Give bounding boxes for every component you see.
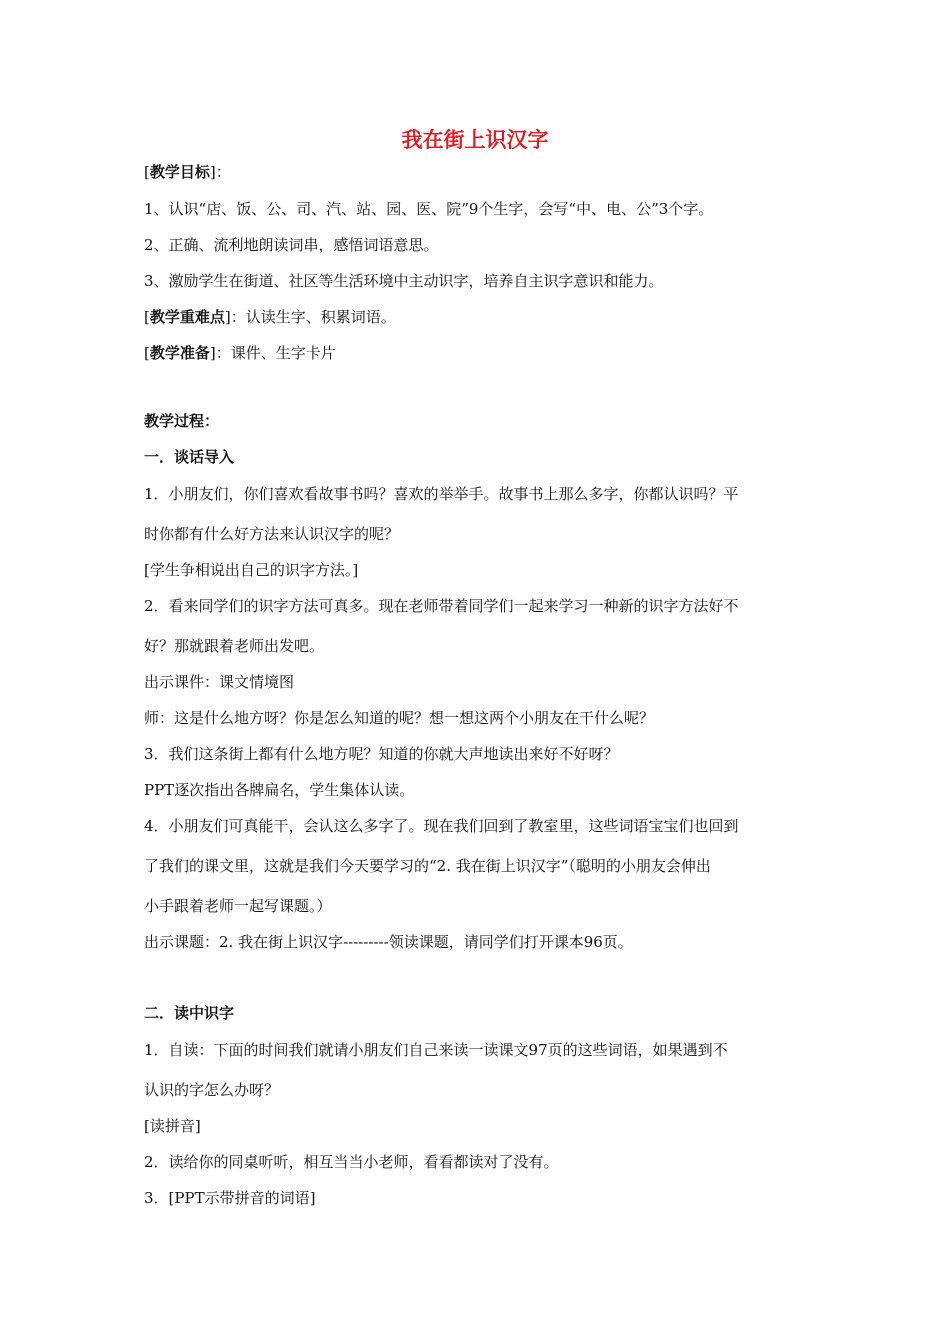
paragraph-line: 出示课件：课文情境图	[144, 673, 295, 691]
bracket-close: ]：	[224, 308, 246, 326]
bracket-open: [	[144, 163, 150, 181]
bracket-open: [	[144, 308, 150, 326]
paragraph-line: 1．自读：下面的时间我们就请小朋友们自己来读一读课文97页的这些词语，如果遇到不	[144, 1041, 728, 1059]
goal-item: 3、激励学生在街道、社区等生活环境中主动识字，培养自主识字意识和能力。	[144, 272, 664, 290]
paragraph-line: 1．小朋友们，你们喜欢看故事书吗？喜欢的举举手。故事书上那么多字，你都认识吗？平	[144, 485, 739, 503]
paragraph-line: 认识的字怎么办呀？	[144, 1081, 280, 1099]
paragraph-line: 出示课题：2. 我在街上识汉字---------领读课题，请同学们打开课本96页。	[144, 933, 633, 951]
preparation-label: 教学准备	[149, 344, 210, 362]
document-title: 我在街上识汉字	[401, 128, 549, 152]
paragraph-line: 小手跟着老师一起写课题。）	[144, 897, 332, 915]
paragraph-line: 好？那就跟着老师出发吧。	[144, 637, 325, 655]
goals-heading	[144, 162, 231, 182]
section-heading: 一．谈话导入	[144, 448, 235, 466]
key-points-label: 教学重难点	[149, 308, 225, 326]
bracket-close: ]：	[209, 344, 231, 362]
paragraph-line: [学生争相说出自己的识字方法。]	[144, 561, 359, 579]
paragraph-line: 4．小朋友们可真能干，会认这么多字了。现在我们回到了教室里，这些词语宝宝们也回到	[144, 817, 739, 835]
preparation	[144, 343, 336, 363]
bracket-open: [	[144, 344, 150, 362]
preparation-text: 课件、生字卡片	[230, 344, 336, 362]
paragraph-line: 2．看来同学们的识字方法可真多。现在老师带着同学们一起来学习一种新的识字方法好不	[144, 597, 739, 615]
goal-item: 1、认识“店、饭、公、司、汽、站、园、医、院”9个生字，会写“中、电、公”3个字。	[144, 200, 714, 218]
key-points-text: 认读生字、积累词语。	[245, 308, 396, 326]
paragraph-line: 时你都有什么好方法来认识汉字的呢？	[144, 525, 400, 543]
bracket-close: ]：	[209, 163, 231, 181]
paragraph-line: PPT逐次指出各牌扁名，学生集体认读。	[144, 781, 415, 799]
paragraph-line: 3．[PPT示带拼音的词语]	[144, 1189, 316, 1207]
process-heading: 教学过程：	[144, 412, 220, 430]
goal-item: 2、正确、流利地朗读词串，感悟词语意思。	[144, 236, 439, 254]
paragraph-line: 2．读给你的同桌听听，相互当当小老师，看看都读对了没有。	[144, 1153, 559, 1171]
section-heading: 二．读中识字	[144, 1004, 235, 1022]
paragraph-line: [读拼音]	[144, 1117, 201, 1135]
paragraph-line: 了我们的课文里，这就是我们今天要学习的“2. 我在街上识汉字”（聪明的小朋友会伸出	[144, 857, 711, 875]
key-points	[144, 307, 396, 327]
goals-heading-label: 教学目标	[149, 163, 210, 181]
paragraph-line: 师：这是什么地方呀？你是怎么知道的呢？想一想这两个小朋友在干什么呢？	[144, 709, 655, 727]
paragraph-line: 3．我们这条街上都有什么地方呢？知道的你就大声地读出来好不好呀？	[144, 745, 619, 763]
